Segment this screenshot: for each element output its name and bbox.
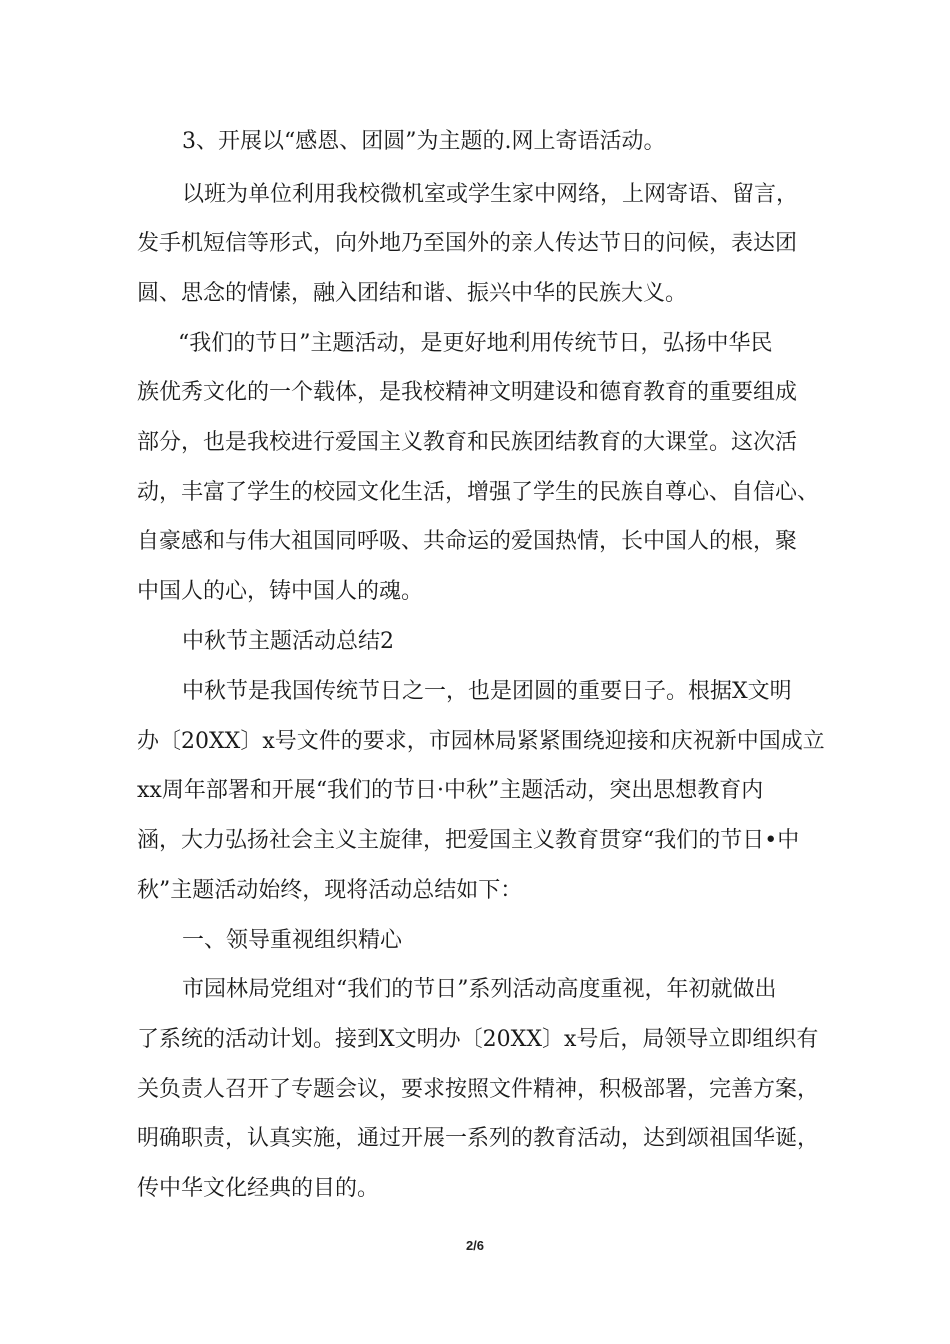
page-number: 2/6: [465, 1238, 485, 1253]
section-heading: 中秋节主题活动总结2: [182, 629, 394, 654]
text-line: 族优秀文化的一个载体，是我校精神文明建设和德育教育的重要组成: [137, 380, 798, 405]
section-heading: 一、领导重视组织精心: [182, 928, 403, 953]
text-line: 中国人的心，铸中国人的魂。: [137, 579, 424, 604]
text-line: 圆、思念的情愫，融入团结和谐、振兴中华的民族大义。: [137, 281, 688, 306]
text-line: “我们的节日”主题活动，是更好地利用传统节日，弘扬中华民: [178, 331, 773, 356]
text-line: 办〔20XX〕x号文件的要求，市园林局紧紧围绕迎接和庆祝新中国成立: [137, 729, 825, 754]
text-line: 市园林局党组对“我们的节日”系列活动高度重视，年初就做出: [182, 977, 777, 1002]
text-line: 发手机短信等形式，向外地乃至国外的亲人传达节日的问候，表达团: [137, 231, 798, 256]
text-line: 传中华文化经典的目的。: [137, 1176, 380, 1201]
text-line: 以班为单位利用我校微机室或学生家中网络，上网寄语、留言，: [182, 182, 799, 207]
text-line: 明确职责，认真实施，通过开展一系列的教育活动，达到颂祖国华诞，: [137, 1126, 820, 1151]
text-line: xx周年部署和开展“我们的节日·中秋”主题活动，突出思想教育内: [137, 778, 764, 803]
text-line: 动，丰富了学生的校园文化生活，增强了学生的民族自尊心、自信心、: [137, 480, 820, 505]
text-line: 了系统的活动计划。接到X文明办〔20XX〕x号后，局领导立即组织有: [137, 1027, 819, 1052]
text-line: 部分，也是我校进行爱国主义教育和民族团结教育的大课堂。这次活: [137, 430, 798, 455]
text-line: 关负责人召开了专题会议，要求按照文件精神，积极部署，完善方案，: [137, 1077, 820, 1102]
text-line: 秋”主题活动始终，现将活动总结如下：: [137, 878, 523, 903]
text-line: 涵，大力弘扬社会主义主旋律，把爱国主义教育贯穿“我们的节日•中: [137, 828, 800, 853]
text-line: 自豪感和与伟大祖国同呼吸、共命运的爱国热情，长中国人的根，聚: [137, 529, 798, 554]
text-line: 3、开展以“感恩、团圆”为主题的.网上寄语活动。: [182, 129, 666, 154]
text-line: 中秋节是我国传统节日之一，也是团圆的重要日子。根据X文明: [182, 679, 792, 704]
